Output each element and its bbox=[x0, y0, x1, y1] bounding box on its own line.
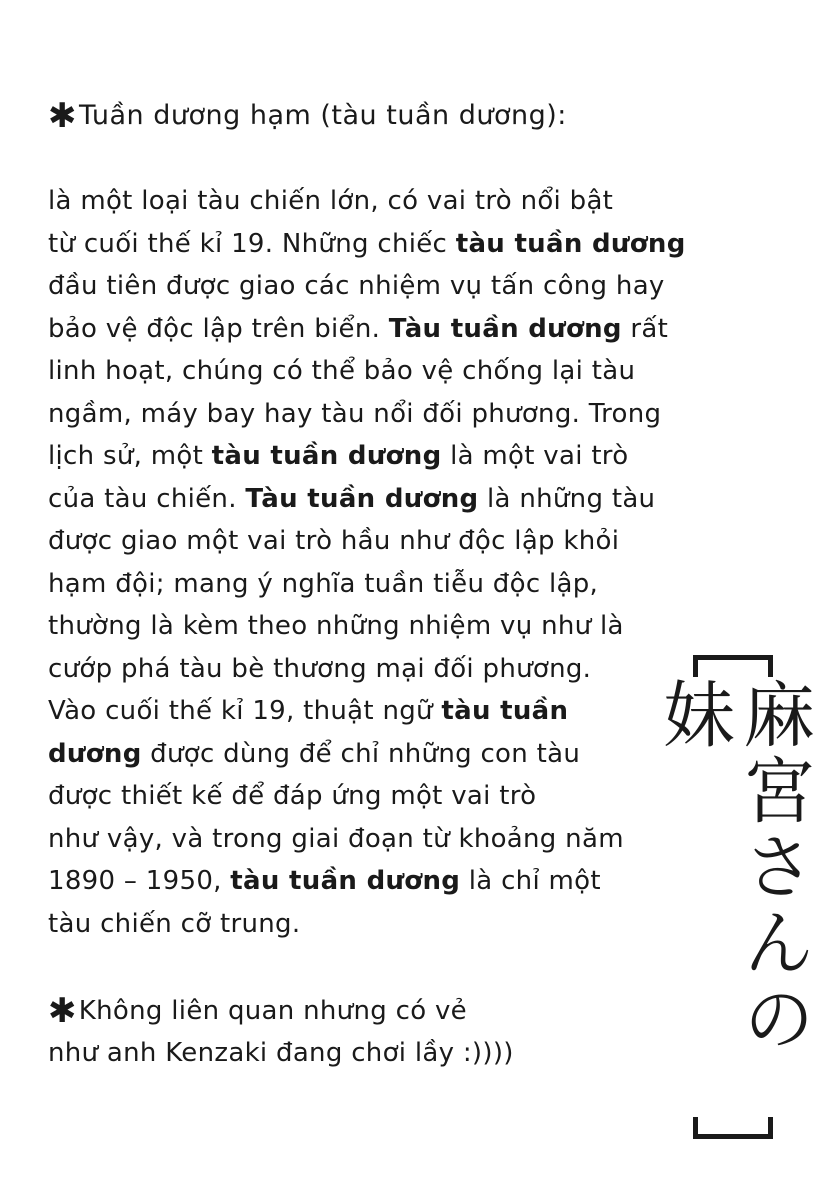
line-text: là một vai trò bbox=[441, 441, 629, 471]
line-text: là một loại tàu chiến lớn, có vai trò nổi bật bbox=[48, 186, 614, 216]
group-credit-stamp bbox=[651, 655, 815, 1155]
line-text: ngầm, máy bay hay tàu nổi đối phương. Trong bbox=[48, 398, 662, 429]
paragraph-line bbox=[48, 818, 688, 861]
paragraph-line bbox=[48, 733, 688, 776]
asterisk-icon: ✱ bbox=[48, 991, 77, 1031]
line-text: của tàu chiến. bbox=[48, 483, 246, 514]
line-text: Vào cuối thế kỉ 19, thuật ngữ bbox=[48, 696, 442, 726]
line-text: như vậy, và trong giai đoạn từ khoảng năm bbox=[48, 823, 624, 854]
line-text: được dùng để chỉ những con tàu bbox=[141, 738, 581, 769]
note-line-1 bbox=[48, 990, 514, 1032]
note-text-1: Không liên quan nhưng có vẻ bbox=[78, 996, 467, 1026]
paragraph-line bbox=[48, 563, 688, 606]
emphasized-term: tàu tuần dương bbox=[211, 441, 442, 471]
line-text: rất bbox=[621, 313, 669, 344]
emphasized-term: Tàu tuần dương bbox=[388, 313, 622, 344]
line-text: 1890 – 1950, bbox=[48, 866, 231, 896]
line-text: lịch sử, một bbox=[48, 441, 212, 471]
bracket-top bbox=[693, 655, 773, 677]
definition-paragraph bbox=[48, 180, 688, 945]
line-text: được giao một vai trò hầu như độc lập khỏi bbox=[48, 526, 620, 556]
paragraph-line bbox=[48, 308, 688, 351]
emphasized-term: tàu tuần dương bbox=[455, 228, 686, 259]
paragraph-line bbox=[48, 435, 688, 478]
paragraph-line bbox=[48, 478, 688, 521]
asterisk-icon: ✱ bbox=[48, 96, 77, 136]
emphasized-term: dương bbox=[48, 738, 142, 769]
paragraph-line bbox=[48, 648, 688, 691]
paragraph-line bbox=[48, 520, 688, 563]
emphasized-term: Tàu tuần dương bbox=[245, 483, 479, 514]
paragraph-line bbox=[48, 265, 688, 308]
paragraph-line bbox=[48, 860, 688, 903]
heading-text: Tuần dương hạm (tàu tuần dương): bbox=[79, 100, 567, 131]
bracket-bottom bbox=[693, 1117, 773, 1139]
line-text: cướp phá tàu bè thương mại đối phương. bbox=[48, 653, 592, 684]
line-text: từ cuối thế kỉ 19. Những chiếc bbox=[48, 228, 456, 259]
paragraph-line bbox=[48, 180, 688, 223]
paragraph-line bbox=[48, 903, 688, 946]
line-text: linh hoạt, chúng có thể bảo vệ chống lại tàu bbox=[48, 356, 636, 386]
line-text: đầu tiên được giao các nhiệm vụ tấn công hay bbox=[48, 271, 665, 301]
paragraph-line bbox=[48, 350, 688, 393]
emphasized-term: tàu tuần bbox=[441, 696, 569, 726]
paragraph-line bbox=[48, 775, 688, 818]
line-text: thường là kèm theo những nhiệm vụ như là bbox=[48, 611, 624, 641]
paragraph-line bbox=[48, 393, 688, 436]
line-text: hạm đội; mang ý nghĩa tuần tiễu độc lập, bbox=[48, 568, 599, 599]
paragraph-line bbox=[48, 605, 688, 648]
section-heading bbox=[48, 96, 567, 136]
paragraph-line bbox=[48, 690, 688, 733]
line-text: tàu chiến cỡ trung. bbox=[48, 908, 301, 939]
line-text: là chỉ một bbox=[460, 866, 601, 896]
line-text: được thiết kế để đáp ứng một vai trò bbox=[48, 781, 537, 811]
stamp-text: 麻宮さんの妹 bbox=[651, 677, 815, 1057]
note-line-2: như anh Kenzaki đang chơi lầy :)))) bbox=[48, 1038, 514, 1068]
side-note bbox=[48, 990, 514, 1074]
emphasized-term: tàu tuần dương bbox=[230, 866, 461, 896]
line-text: bảo vệ độc lập trên biển. bbox=[48, 313, 389, 344]
paragraph-line bbox=[48, 223, 688, 266]
line-text: là những tàu bbox=[478, 483, 656, 514]
